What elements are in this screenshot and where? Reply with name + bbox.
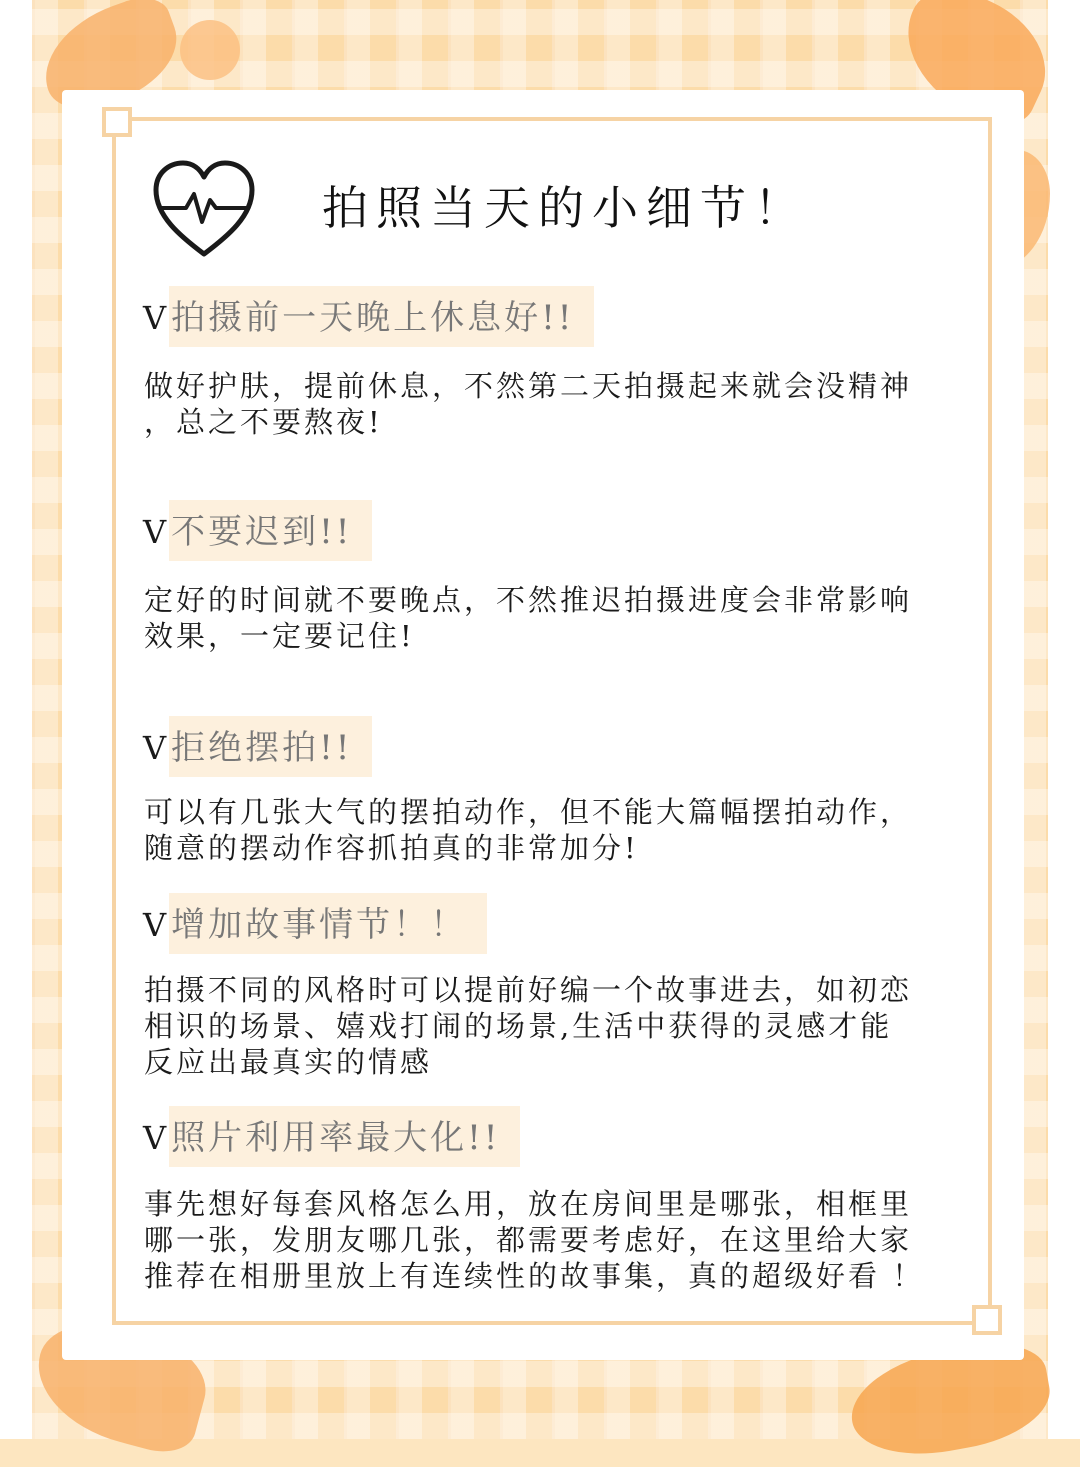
body-line: 做好护肤，提前休息，不然第二天拍摄起来就会没精神	[144, 369, 913, 403]
body-line: 可以有几张大气的摆拍动作，但不能大篇幅摆拍动作，	[144, 795, 913, 829]
body-line: 随意的摆动作容抓拍真的非常加分!	[144, 831, 639, 865]
body-line: 推荐在相册里放上有连续性的故事集，真的超级好看 ！	[144, 1259, 925, 1293]
section-marker: V	[143, 729, 170, 767]
section-body	[144, 972, 964, 1080]
body-line: 效果，一定要记住!	[144, 619, 415, 653]
heart-pulse-icon	[150, 158, 258, 260]
section-heading	[143, 500, 372, 561]
section-marker: V	[143, 1119, 170, 1157]
page-title: 拍照当天的小细节！	[322, 181, 808, 235]
section-heading	[143, 716, 372, 777]
body-line: 事先想好每套风格怎么用，放在房间里是哪张，相框里	[144, 1187, 913, 1221]
section-heading-text: 拍摄前一天晚上休息好!!	[169, 286, 594, 347]
body-line: 哪一张，发朋友哪几张，都需要考虑好，在这里给大家	[144, 1223, 913, 1257]
section-marker: V	[143, 299, 170, 337]
section-marker: V	[143, 513, 170, 551]
decor-leaf	[180, 20, 240, 80]
body-line: 反应出最真实的情感	[144, 1045, 433, 1079]
right-margin	[1048, 0, 1080, 1439]
body-line: 拍摄不同的风格时可以提前好编一个故事进去，如初恋	[144, 973, 913, 1007]
section-heading	[143, 1106, 520, 1167]
section-heading-text: 不要迟到!!	[169, 500, 372, 561]
section-heading-text: 增加故事情节！！	[169, 893, 487, 954]
section-body	[144, 1186, 964, 1294]
section-heading	[143, 893, 487, 954]
body-line: ，总之不要熬夜!	[144, 405, 383, 439]
section-body	[144, 794, 964, 866]
section-body	[144, 368, 964, 440]
body-line: 相识的场景、嬉戏打闹的场景,生活中获得的灵感才能	[144, 1009, 893, 1043]
section-heading	[143, 286, 594, 347]
section-heading-text: 照片利用率最大化!!	[169, 1106, 520, 1167]
section-heading-text: 拒绝摆拍!!	[169, 716, 372, 777]
section-marker: V	[143, 906, 170, 944]
section-body	[144, 582, 964, 654]
left-margin	[0, 0, 32, 1439]
body-line: 定好的时间就不要晚点，不然推迟拍摄进度会非常影响	[144, 583, 913, 617]
